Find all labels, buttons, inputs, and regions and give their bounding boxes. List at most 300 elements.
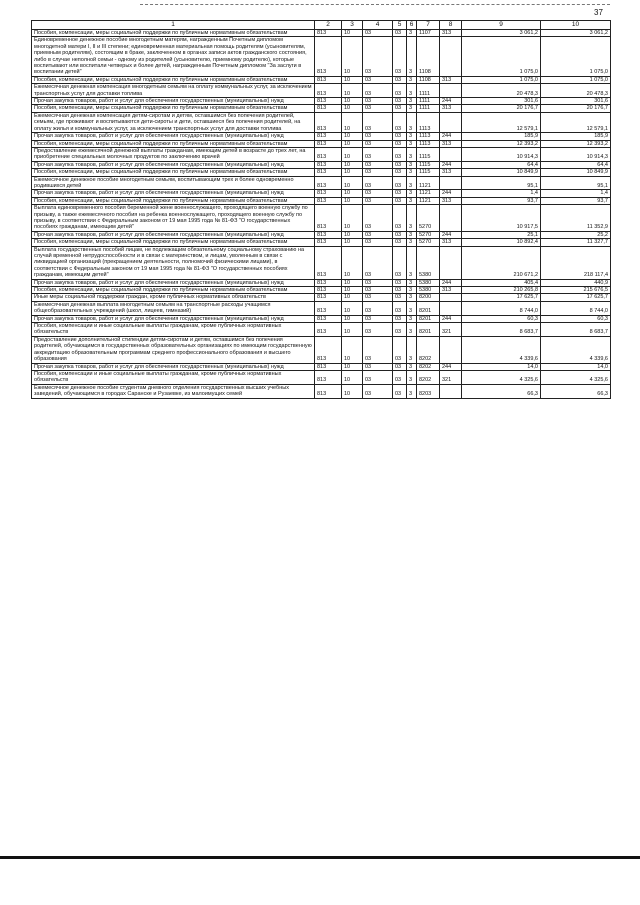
row-name-cell: Прочая закупка товаров, работ и услуг для обеспечения государственных (муниципальных) нужд <box>32 315 315 322</box>
section-code-cell: 10 <box>342 140 363 147</box>
amount-year-2-cell: 93,7 <box>541 197 611 204</box>
program-code-cell: 03 <box>393 336 407 363</box>
amount-year-1-cell: 64,4 <box>462 161 541 168</box>
table-row <box>32 336 611 363</box>
program-code-cell: 03 <box>393 205 407 232</box>
program-code-cell: 03 <box>393 301 407 315</box>
row-name-cell: Пособия, компенсации, меры социальной поддержки по публичным нормативным обязательствам <box>32 30 315 37</box>
row-name-cell: Прочая закупка товаров, работ и услуг для обеспечения государственных (муниципальных) нужд <box>32 98 315 105</box>
subprogram-code-cell: 3 <box>407 197 417 204</box>
row-name-cell: Пособия, компенсации, меры социальной поддержки по публичным нормативным обязательствам <box>32 105 315 112</box>
header-cell: 5 <box>393 21 407 30</box>
ministry-code-cell: 813 <box>315 205 342 232</box>
section-code-cell: 10 <box>342 112 363 132</box>
ministry-code-cell: 813 <box>315 239 342 246</box>
table-row <box>32 301 611 315</box>
subprogram-code-cell: 3 <box>407 301 417 315</box>
header-cell: 7 <box>417 21 440 30</box>
amount-year-1-cell: 1,4 <box>462 190 541 197</box>
ministry-code-cell: 813 <box>315 176 342 190</box>
expense-type-cell: 244 <box>440 315 462 322</box>
amount-year-2-cell: 25,2 <box>541 231 611 238</box>
header-cell: 10 <box>541 21 611 30</box>
ministry-code-cell: 813 <box>315 301 342 315</box>
target-code-cell: 1115 <box>417 169 440 176</box>
section-code-cell: 10 <box>342 76 363 83</box>
target-code-cell: 8201 <box>417 315 440 322</box>
ministry-code-cell: 813 <box>315 336 342 363</box>
program-code-cell: 03 <box>393 98 407 105</box>
expense-type-cell: 313 <box>440 140 462 147</box>
table-row <box>32 161 611 168</box>
program-code-cell: 03 <box>393 84 407 98</box>
expense-type-cell: 321 <box>440 370 462 384</box>
header-cell: 6 <box>407 21 417 30</box>
subprogram-code-cell: 3 <box>407 169 417 176</box>
amount-year-2-cell: 8 683,7 <box>541 323 611 337</box>
amount-year-1-cell: 25,1 <box>462 231 541 238</box>
table-row <box>32 287 611 294</box>
row-name-cell: Ежемесячная денежная компенсация детям-сиротам и детям, оставшимся без попечения родителей, семьям, где проживают и воспитываются дети-сироты и дети, оставшиеся без попечения родителей, на оплату жилья и коммунальных услуг, за исключением транспортных услуг для доставки топлива <box>32 112 315 132</box>
program-code-cell: 03 <box>393 239 407 246</box>
target-code-cell: 1121 <box>417 176 440 190</box>
amount-year-1-cell: 17 625,7 <box>462 294 541 301</box>
section-code-cell: 10 <box>342 190 363 197</box>
amount-year-2-cell: 11 352,9 <box>541 205 611 232</box>
table-row <box>32 105 611 112</box>
expense-type-cell <box>440 176 462 190</box>
amount-year-1-cell: 93,7 <box>462 197 541 204</box>
target-code-cell: 1113 <box>417 133 440 140</box>
section-code-cell: 10 <box>342 105 363 112</box>
program-code-cell: 03 <box>393 161 407 168</box>
expense-type-cell: 244 <box>440 133 462 140</box>
ministry-code-cell: 813 <box>315 76 342 83</box>
bottom-rule <box>0 856 640 859</box>
expense-type-cell: 244 <box>440 190 462 197</box>
row-name-cell: Ежемесячное денежное пособие многодетным семьям, воспитывающим трех и более одновременно родившихся детей <box>32 176 315 190</box>
program-code-cell: 03 <box>393 370 407 384</box>
amount-year-1-cell: 20 478,3 <box>462 84 541 98</box>
amount-year-2-cell: 14,0 <box>541 363 611 370</box>
target-code-cell: 5270 <box>417 239 440 246</box>
header-cell: 2 <box>315 21 342 30</box>
subprogram-code-cell: 3 <box>407 37 417 76</box>
target-code-cell: 1121 <box>417 190 440 197</box>
table-row <box>32 147 611 161</box>
amount-year-1-cell: 185,9 <box>462 133 541 140</box>
amount-year-1-cell: 10 914,3 <box>462 147 541 161</box>
row-name-cell: Единовременное денежное пособие многодетным матерям, награжденным Почетным дипломом многодетной матери I, II и III степени; единовременная материальная помощь родителям (усыновителям, приемным родителям), состоящим в браке, заключенном в органах записи актов гражданского состояния, либо в случае неполной семьи - одному из родителей (усыновителю, приемному родителю), которые воспитывают или воспитали четверых и более детей, награжденным Почетным дипломом "За заслуги в воспитании детей" <box>32 37 315 76</box>
subprogram-code-cell: 3 <box>407 239 417 246</box>
section-code-cell: 10 <box>342 336 363 363</box>
target-code-cell: 1115 <box>417 147 440 161</box>
top-dashed-rule <box>140 4 610 5</box>
section-code-cell: 10 <box>342 133 363 140</box>
ministry-code-cell: 813 <box>315 279 342 286</box>
table-row <box>32 98 611 105</box>
row-name-cell: Ежемесячная денежная выплата многодетным семьям на транспортные расходы учащимся общеобразовательных учреждений (школ, лицеев, гимназий) <box>32 301 315 315</box>
amount-year-2-cell: 95,1 <box>541 176 611 190</box>
amount-year-1-cell: 4 325,6 <box>462 370 541 384</box>
ministry-code-cell: 813 <box>315 190 342 197</box>
expense-type-cell <box>440 112 462 132</box>
subprogram-code-cell: 3 <box>407 336 417 363</box>
row-name-cell: Пособия, компенсации, меры социальной поддержки по публичным нормативным обязательствам <box>32 140 315 147</box>
row-name-cell: Предоставление ежемесячной денежной выплаты гражданам, имеющим детей в возрасте до трех лет, на приобретение специальных молочных продуктов по заключению врачей <box>32 147 315 161</box>
amount-year-2-cell: 185,9 <box>541 133 611 140</box>
ministry-code-cell: 813 <box>315 140 342 147</box>
subprogram-code-cell: 3 <box>407 294 417 301</box>
amount-year-1-cell: 3 061,2 <box>462 30 541 37</box>
section-code-cell: 10 <box>342 98 363 105</box>
target-code-cell: 1108 <box>417 76 440 83</box>
table-row <box>32 279 611 286</box>
table-header-row <box>32 21 611 30</box>
subprogram-code-cell: 3 <box>407 205 417 232</box>
subprogram-code-cell: 3 <box>407 147 417 161</box>
ministry-code-cell: 813 <box>315 105 342 112</box>
subprogram-code-cell: 3 <box>407 30 417 37</box>
subprogram-code-cell: 3 <box>407 287 417 294</box>
program-code-cell: 03 <box>393 315 407 322</box>
expense-type-cell: 313 <box>440 197 462 204</box>
target-code-cell: 8201 <box>417 323 440 337</box>
target-code-cell: 5270 <box>417 231 440 238</box>
expense-type-cell <box>440 301 462 315</box>
row-name-cell: Ежемесячная денежная компенсация многодетным семьям на оплату коммунальных услуг, за исключением транспортных услуг для доставки топлива <box>32 84 315 98</box>
table-row <box>32 176 611 190</box>
section-code-cell: 10 <box>342 147 363 161</box>
amount-year-1-cell: 12 393,2 <box>462 140 541 147</box>
program-code-cell: 03 <box>393 133 407 140</box>
ministry-code-cell: 813 <box>315 197 342 204</box>
table-row <box>32 37 611 76</box>
subprogram-code-cell: 3 <box>407 370 417 384</box>
row-name-cell: Прочая закупка товаров, работ и услуг для обеспечения государственных (муниципальных) нужд <box>32 133 315 140</box>
amount-year-2-cell: 66,3 <box>541 384 611 398</box>
program-code-cell: 03 <box>393 363 407 370</box>
header-cell: 8 <box>440 21 462 30</box>
subsection-code-cell: 03 <box>363 161 393 168</box>
target-code-cell: 8202 <box>417 336 440 363</box>
program-code-cell: 03 <box>393 147 407 161</box>
expense-type-cell: 244 <box>440 161 462 168</box>
expense-type-cell <box>440 336 462 363</box>
ministry-code-cell: 813 <box>315 287 342 294</box>
table-row <box>32 315 611 322</box>
amount-year-2-cell: 215 676,5 <box>541 287 611 294</box>
section-code-cell: 10 <box>342 246 363 279</box>
subsection-code-cell: 03 <box>363 76 393 83</box>
target-code-cell: 1115 <box>417 161 440 168</box>
expense-type-cell <box>440 205 462 232</box>
expense-type-cell <box>440 84 462 98</box>
target-code-cell: 1111 <box>417 84 440 98</box>
amount-year-2-cell: 12 393,2 <box>541 140 611 147</box>
header-cell: 3 <box>342 21 363 30</box>
expense-type-cell <box>440 37 462 76</box>
ministry-code-cell: 813 <box>315 98 342 105</box>
section-code-cell: 10 <box>342 301 363 315</box>
row-name-cell: Пособия, компенсации, меры социальной поддержки по публичным нормативным обязательствам <box>32 239 315 246</box>
subprogram-code-cell: 3 <box>407 363 417 370</box>
amount-year-2-cell: 4 325,6 <box>541 370 611 384</box>
amount-year-2-cell: 10 914,3 <box>541 147 611 161</box>
program-code-cell: 03 <box>393 176 407 190</box>
ministry-code-cell: 813 <box>315 363 342 370</box>
expense-type-cell: 244 <box>440 363 462 370</box>
table-row <box>32 384 611 398</box>
amount-year-2-cell: 12 579,1 <box>541 112 611 132</box>
expense-type-cell <box>440 147 462 161</box>
subsection-code-cell: 03 <box>363 169 393 176</box>
ministry-code-cell: 813 <box>315 294 342 301</box>
table-row <box>32 363 611 370</box>
table-row <box>32 294 611 301</box>
subsection-code-cell: 03 <box>363 279 393 286</box>
subsection-code-cell: 03 <box>363 105 393 112</box>
table-row <box>32 133 611 140</box>
amount-year-2-cell: 20 478,3 <box>541 84 611 98</box>
table-row <box>32 246 611 279</box>
row-name-cell: Иные меры социальной поддержки граждан, кроме публичных нормативных обязательств <box>32 294 315 301</box>
subsection-code-cell: 03 <box>363 239 393 246</box>
amount-year-1-cell: 66,3 <box>462 384 541 398</box>
amount-year-1-cell: 60,3 <box>462 315 541 322</box>
amount-year-2-cell: 1,4 <box>541 190 611 197</box>
program-code-cell: 03 <box>393 323 407 337</box>
subprogram-code-cell: 3 <box>407 76 417 83</box>
subsection-code-cell: 03 <box>363 315 393 322</box>
ministry-code-cell: 813 <box>315 30 342 37</box>
table-row <box>32 76 611 83</box>
subsection-code-cell: 03 <box>363 133 393 140</box>
subsection-code-cell: 03 <box>363 112 393 132</box>
amount-year-2-cell: 20 176,7 <box>541 105 611 112</box>
amount-year-1-cell: 12 579,1 <box>462 112 541 132</box>
expense-type-cell <box>440 384 462 398</box>
subprogram-code-cell: 3 <box>407 231 417 238</box>
table-row <box>32 323 611 337</box>
section-code-cell: 10 <box>342 176 363 190</box>
amount-year-2-cell: 1 075,0 <box>541 76 611 83</box>
row-name-cell: Ежемесячное денежное пособие студентам дневного отделения государственных высших учебных заведений, обучающимся в городах Саранске и Рузаевке, из малоимущих семей <box>32 384 315 398</box>
amount-year-1-cell: 4 339,6 <box>462 336 541 363</box>
amount-year-1-cell: 301,6 <box>462 98 541 105</box>
amount-year-1-cell: 1 075,0 <box>462 37 541 76</box>
amount-year-1-cell: 1 075,0 <box>462 76 541 83</box>
row-name-cell: Выплата единовременного пособия беременной жене военнослужащего, проходящего военную службу по призыву, а также ежемесячного пособия на ребенка военнослужащего, проходящего военную службу по призыву, в соответствии с Федеральным законом от 19 мая 1995 года № 81-ФЗ "О государственных пособиях гражданам, имеющим детей" <box>32 205 315 232</box>
table-row <box>32 84 611 98</box>
table-row <box>32 140 611 147</box>
subsection-code-cell: 03 <box>363 363 393 370</box>
section-code-cell: 10 <box>342 384 363 398</box>
target-code-cell: 5270 <box>417 205 440 232</box>
amount-year-1-cell: 210 265,8 <box>462 287 541 294</box>
amount-year-2-cell: 64,4 <box>541 161 611 168</box>
subprogram-code-cell: 3 <box>407 161 417 168</box>
expense-type-cell: 313 <box>440 239 462 246</box>
subprogram-code-cell: 3 <box>407 323 417 337</box>
expense-type-cell: 313 <box>440 30 462 37</box>
row-name-cell: Пособия, компенсации, меры социальной поддержки по публичным нормативным обязательствам <box>32 197 315 204</box>
program-code-cell: 03 <box>393 384 407 398</box>
expense-type-cell: 244 <box>440 98 462 105</box>
program-code-cell: 03 <box>393 231 407 238</box>
section-code-cell: 10 <box>342 205 363 232</box>
target-code-cell: 8203 <box>417 384 440 398</box>
program-code-cell: 03 <box>393 197 407 204</box>
target-code-cell: 1107 <box>417 30 440 37</box>
subprogram-code-cell: 3 <box>407 98 417 105</box>
amount-year-2-cell: 301,6 <box>541 98 611 105</box>
amount-year-2-cell: 3 061,2 <box>541 30 611 37</box>
subprogram-code-cell: 3 <box>407 315 417 322</box>
expense-type-cell: 313 <box>440 287 462 294</box>
section-code-cell: 10 <box>342 279 363 286</box>
subprogram-code-cell: 3 <box>407 384 417 398</box>
program-code-cell: 03 <box>393 287 407 294</box>
header-cell: 1 <box>32 21 315 30</box>
amount-year-1-cell: 8 683,7 <box>462 323 541 337</box>
program-code-cell: 03 <box>393 105 407 112</box>
target-code-cell: 1113 <box>417 112 440 132</box>
subsection-code-cell: 03 <box>363 147 393 161</box>
expense-type-cell: 321 <box>440 323 462 337</box>
ministry-code-cell: 813 <box>315 112 342 132</box>
row-name-cell: Пособия, компенсации, меры социальной поддержки по публичным нормативным обязательствам <box>32 169 315 176</box>
target-code-cell: 1111 <box>417 98 440 105</box>
section-code-cell: 10 <box>342 161 363 168</box>
target-code-cell: 5380 <box>417 287 440 294</box>
expense-type-cell: 313 <box>440 76 462 83</box>
subprogram-code-cell: 3 <box>407 105 417 112</box>
row-name-cell: Прочая закупка товаров, работ и услуг для обеспечения государственных (муниципальных) нужд <box>32 363 315 370</box>
target-code-cell: 1108 <box>417 37 440 76</box>
amount-year-1-cell: 10 917,5 <box>462 205 541 232</box>
subprogram-code-cell: 3 <box>407 84 417 98</box>
table-row <box>32 197 611 204</box>
row-name-cell: Пособия, компенсации, меры социальной поддержки по публичным нормативным обязательствам <box>32 287 315 294</box>
row-name-cell: Прочая закупка товаров, работ и услуг для обеспечения государственных (муниципальных) нужд <box>32 161 315 168</box>
table-row <box>32 205 611 232</box>
section-code-cell: 10 <box>342 197 363 204</box>
amount-year-1-cell: 405,4 <box>462 279 541 286</box>
table-row <box>32 190 611 197</box>
program-code-cell: 03 <box>393 30 407 37</box>
header-cell: 4 <box>363 21 393 30</box>
program-code-cell: 03 <box>393 112 407 132</box>
expense-type-cell: 313 <box>440 105 462 112</box>
subsection-code-cell: 03 <box>363 301 393 315</box>
subsection-code-cell: 03 <box>363 384 393 398</box>
subsection-code-cell: 03 <box>363 287 393 294</box>
amount-year-2-cell: 17 625,7 <box>541 294 611 301</box>
ministry-code-cell: 813 <box>315 133 342 140</box>
program-code-cell: 03 <box>393 140 407 147</box>
ministry-code-cell: 813 <box>315 246 342 279</box>
target-code-cell: 1121 <box>417 197 440 204</box>
subsection-code-cell: 03 <box>363 294 393 301</box>
expense-type-cell: 244 <box>440 279 462 286</box>
amount-year-2-cell: 11 327,7 <box>541 239 611 246</box>
amount-year-2-cell: 218 117,4 <box>541 246 611 279</box>
section-code-cell: 10 <box>342 37 363 76</box>
amount-year-2-cell: 440,9 <box>541 279 611 286</box>
amount-year-1-cell: 95,1 <box>462 176 541 190</box>
amount-year-2-cell: 8 744,0 <box>541 301 611 315</box>
table-row <box>32 239 611 246</box>
amount-year-1-cell: 8 744,0 <box>462 301 541 315</box>
target-code-cell: 5380 <box>417 279 440 286</box>
subprogram-code-cell: 3 <box>407 190 417 197</box>
ministry-code-cell: 813 <box>315 169 342 176</box>
amount-year-1-cell: 10 892,4 <box>462 239 541 246</box>
target-code-cell: 1111 <box>417 105 440 112</box>
section-code-cell: 10 <box>342 315 363 322</box>
row-name-cell: Прочая закупка товаров, работ и услуг для обеспечения государственных (муниципальных) нужд <box>32 279 315 286</box>
subsection-code-cell: 03 <box>363 98 393 105</box>
subsection-code-cell: 03 <box>363 197 393 204</box>
ministry-code-cell: 813 <box>315 84 342 98</box>
header-cell: 9 <box>462 21 541 30</box>
ministry-code-cell: 813 <box>315 161 342 168</box>
program-code-cell: 03 <box>393 76 407 83</box>
program-code-cell: 03 <box>393 37 407 76</box>
amount-year-1-cell: 20 176,7 <box>462 105 541 112</box>
program-code-cell: 03 <box>393 279 407 286</box>
row-name-cell: Пособия, компенсации и иные социальные выплаты гражданам, кроме публичных нормативных обязательств <box>32 323 315 337</box>
amount-year-2-cell: 60,3 <box>541 315 611 322</box>
subsection-code-cell: 03 <box>363 84 393 98</box>
amount-year-2-cell: 4 339,6 <box>541 336 611 363</box>
ministry-code-cell: 813 <box>315 147 342 161</box>
section-code-cell: 10 <box>342 30 363 37</box>
target-code-cell: 8200 <box>417 294 440 301</box>
table-row <box>32 112 611 132</box>
section-code-cell: 10 <box>342 323 363 337</box>
program-code-cell: 03 <box>393 246 407 279</box>
program-code-cell: 03 <box>393 190 407 197</box>
subsection-code-cell: 03 <box>363 176 393 190</box>
ministry-code-cell: 813 <box>315 37 342 76</box>
amount-year-2-cell: 1 075,0 <box>541 37 611 76</box>
program-code-cell: 03 <box>393 169 407 176</box>
section-code-cell: 10 <box>342 370 363 384</box>
table-row <box>32 30 611 37</box>
section-code-cell: 10 <box>342 84 363 98</box>
target-code-cell: 5380 <box>417 246 440 279</box>
subsection-code-cell: 03 <box>363 323 393 337</box>
row-name-cell: Пособия, компенсации, меры социальной поддержки по публичным нормативным обязательствам <box>32 76 315 83</box>
section-code-cell: 10 <box>342 231 363 238</box>
subprogram-code-cell: 3 <box>407 279 417 286</box>
target-code-cell: 8202 <box>417 370 440 384</box>
ministry-code-cell: 813 <box>315 315 342 322</box>
table-row <box>32 231 611 238</box>
target-code-cell: 1113 <box>417 140 440 147</box>
expense-type-cell <box>440 294 462 301</box>
subprogram-code-cell: 3 <box>407 112 417 132</box>
amount-year-1-cell: 10 849,9 <box>462 169 541 176</box>
subsection-code-cell: 03 <box>363 336 393 363</box>
amount-year-1-cell: 210 671,2 <box>462 246 541 279</box>
expense-type-cell: 244 <box>440 231 462 238</box>
subsection-code-cell: 03 <box>363 205 393 232</box>
target-code-cell: 8202 <box>417 363 440 370</box>
budget-table-body <box>32 21 611 399</box>
